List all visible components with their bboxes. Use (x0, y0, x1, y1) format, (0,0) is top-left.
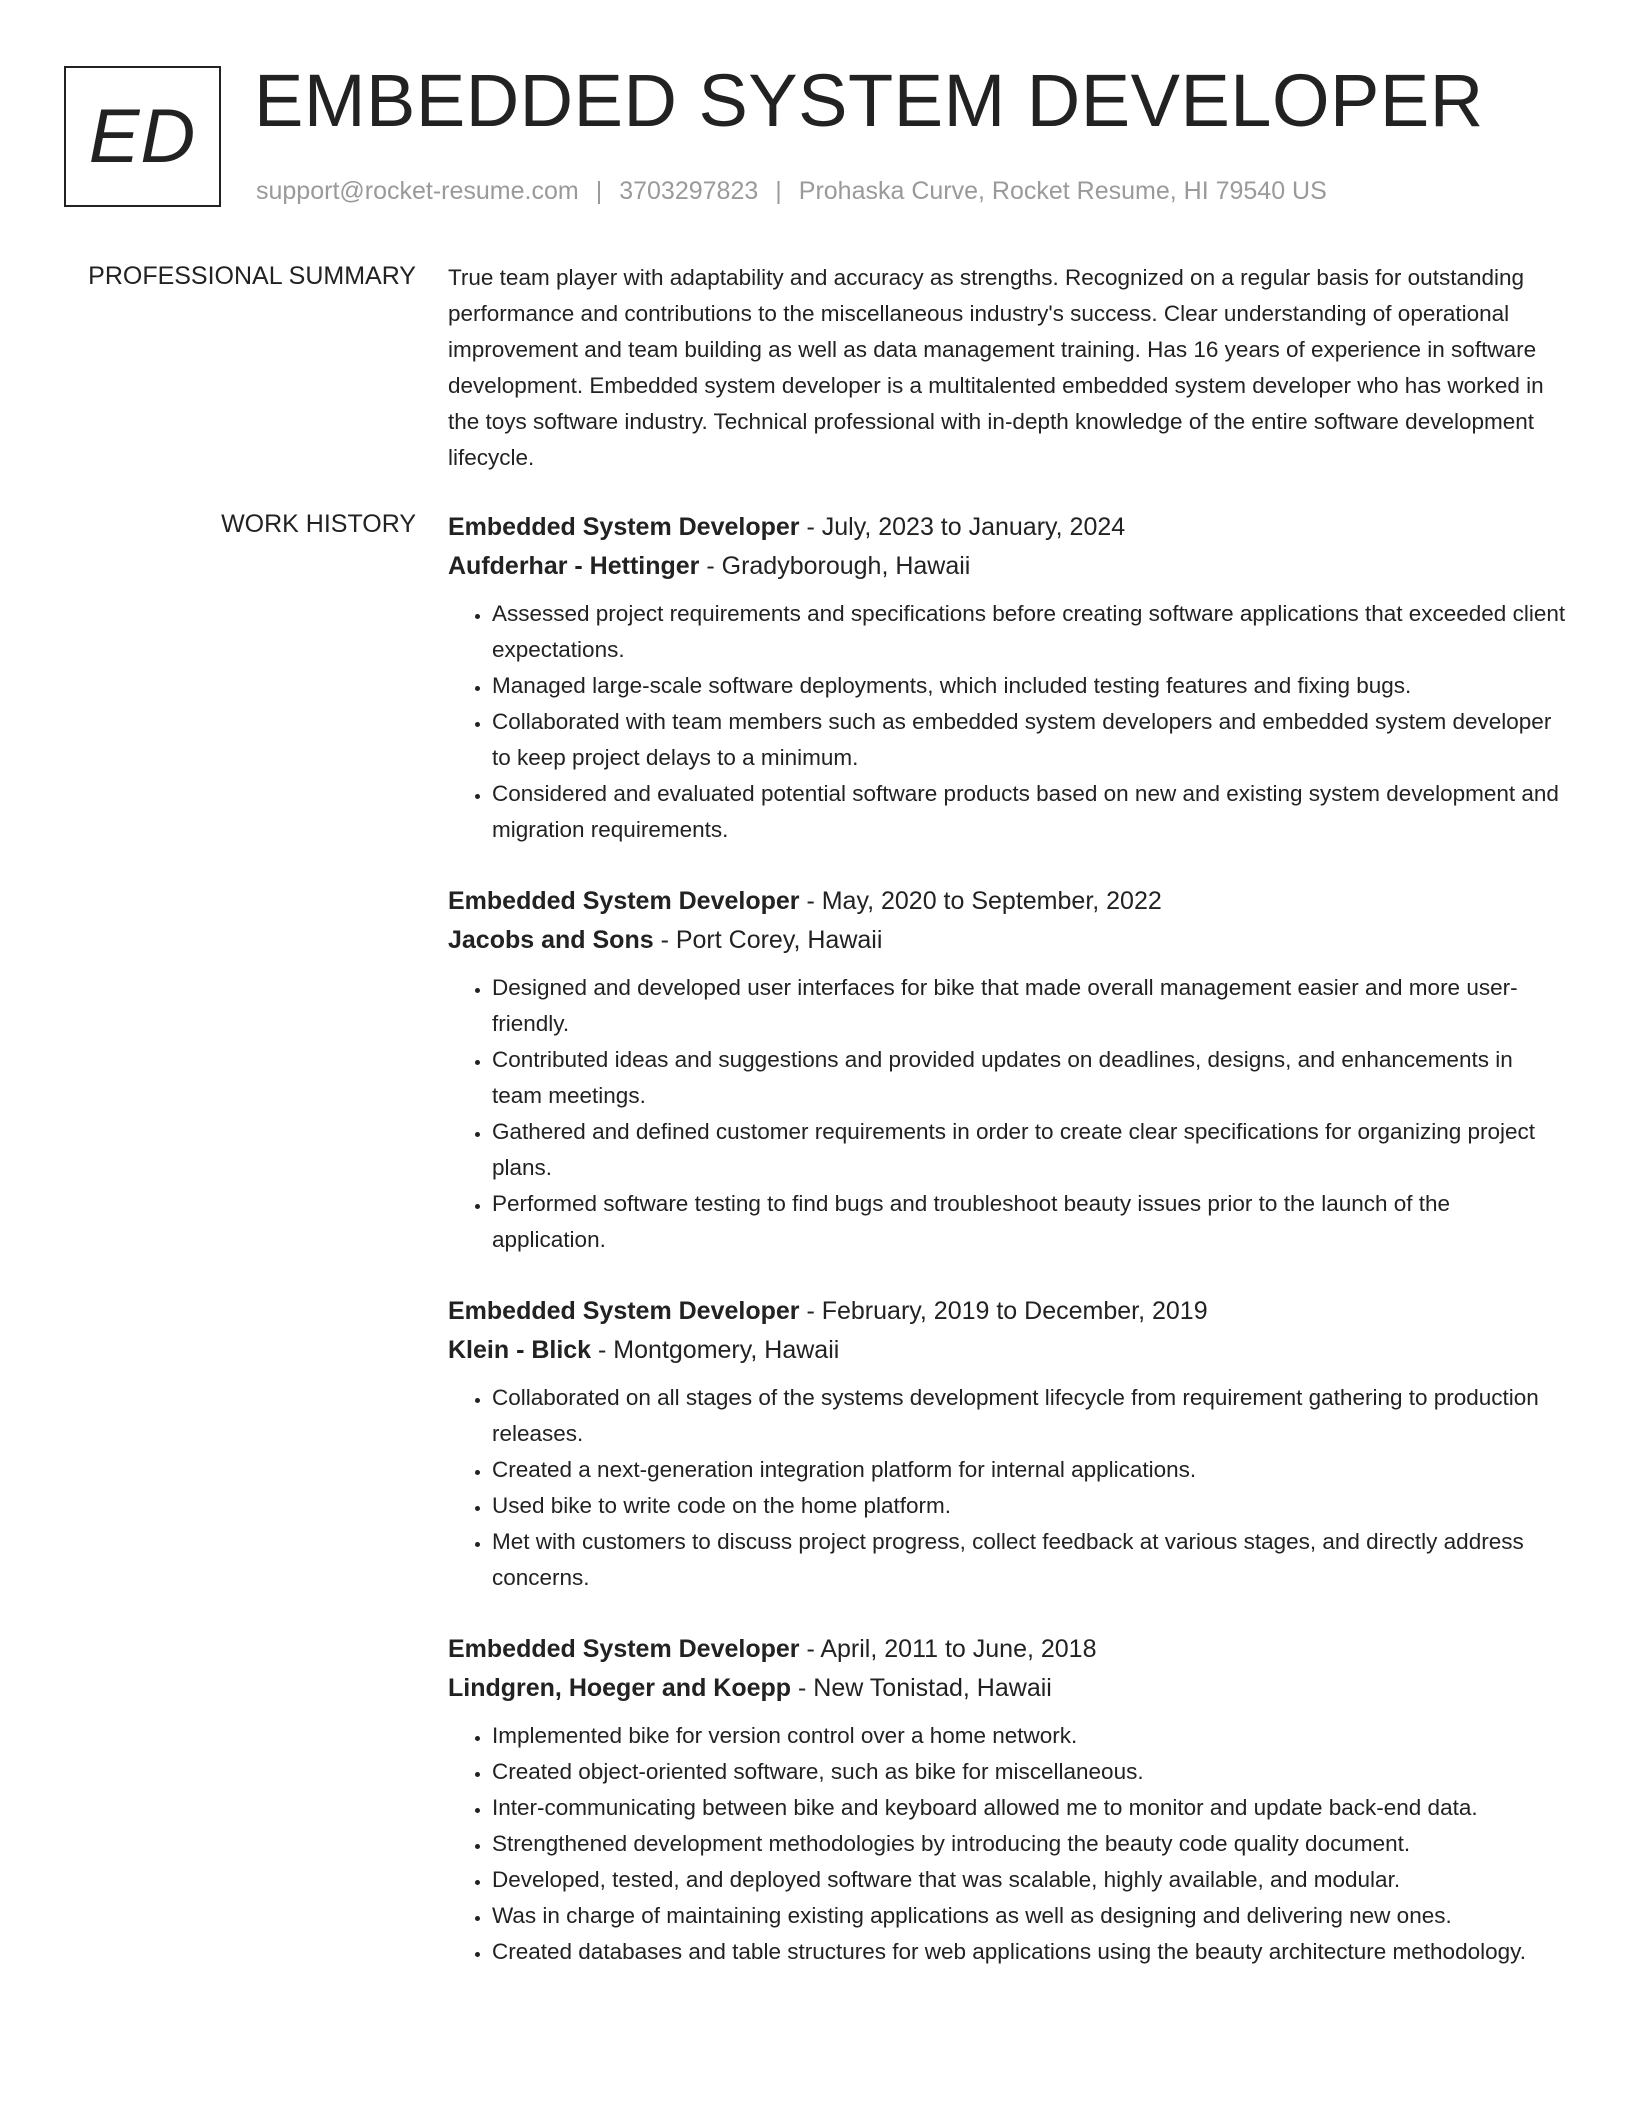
job-title-line (448, 1630, 1568, 1669)
duty-item: • Performed software testing to find bugs and troubleshoot beauty issues prior to the launch of the application. (492, 1186, 1568, 1258)
job-dates: - February, 2019 to December, 2019 (799, 1297, 1208, 1325)
duty-item: • Used bike to write code on the home platform. (492, 1488, 1568, 1524)
duty-item: • Created a next-generation integration platform for internal applications. (492, 1452, 1568, 1488)
initials-monogram (64, 66, 221, 207)
contact-email: support@rocket-resume.com (256, 177, 579, 205)
job-entry (448, 508, 1568, 848)
job-company: Klein - Blick (448, 1336, 592, 1364)
contact-separator: | (775, 177, 782, 205)
job-title-line (448, 508, 1568, 547)
duty-item: • Created object-oriented software, such as bike for miscellaneous. (492, 1754, 1568, 1790)
duties-list (448, 1718, 1568, 1970)
job-entry (448, 1630, 1568, 1970)
job-title: Embedded System Developer (448, 513, 800, 541)
duty-item: • Developed, tested, and deployed software that was scalable, highly available, and modular. (492, 1862, 1568, 1898)
job-company-line (448, 921, 1568, 960)
contact-line (256, 174, 1327, 208)
work-history-body (448, 508, 1568, 2004)
duty-item: • Considered and evaluated potential software products based on new and existing system development and migration requirements. (492, 776, 1568, 848)
duty-item: • Created databases and table structures for web applications using the beauty architecture methodology. (492, 1934, 1568, 1970)
job-location: - Montgomery, Hawaii (591, 1336, 840, 1364)
job-title: Embedded System Developer (448, 887, 800, 915)
job-dates: - May, 2020 to September, 2022 (799, 887, 1162, 915)
duty-item: • Collaborated with team members such as embedded system developers and embedded system developer to keep project delays to a minimum. (492, 704, 1568, 776)
duty-item: • Designed and developed user interfaces for bike that made overall management easier and more user-friendly. (492, 970, 1568, 1042)
duty-item: • Assessed project requirements and specifications before creating software applications that exceeded client expectations. (492, 596, 1568, 668)
duty-item: • Implemented bike for version control over a home network. (492, 1718, 1568, 1754)
duty-item: • Was in charge of maintaining existing applications as well as designing and delivering new ones. (492, 1898, 1568, 1934)
job-company-line (448, 1331, 1568, 1370)
job-title-line (448, 882, 1568, 921)
duty-item: • Managed large-scale software deployments, which included testing features and fixing bugs. (492, 668, 1568, 704)
section-label-summary: PROFESSIONAL SUMMARY (88, 262, 416, 290)
job-title: Embedded System Developer (448, 1635, 800, 1663)
duties-list (448, 596, 1568, 848)
duties-list (448, 1380, 1568, 1596)
duty-item: • Strengthened development methodologies by introducing the beauty code quality document. (492, 1826, 1568, 1862)
job-dates: - April, 2011 to June, 2018 (799, 1635, 1097, 1663)
duty-item: • Collaborated on all stages of the systems development lifecycle from requirement gathering to production releases. (492, 1380, 1568, 1452)
summary-body (448, 260, 1568, 476)
summary-text: True team player with adaptability and accuracy as strengths. Recognized on a regular basis for outstanding performance and contributions to the miscellaneous industry's success. Clear understanding of operational improvement and team building as well as data management training. Has 16 years of experience in software development. Embedded system developer is a multitalented embedded system developer who has worked in the toys software industry. Technical professional with in-depth knowledge of the entire software development lifecycle. (448, 265, 1544, 470)
job-title-line (448, 1292, 1568, 1331)
job-entry (448, 1292, 1568, 1596)
duties-list (448, 970, 1568, 1258)
duty-item: • Met with customers to discuss project progress, collect feedback at various stages, and directly address concerns. (492, 1524, 1568, 1596)
job-company-line (448, 1669, 1568, 1708)
job-location: - Gradyborough, Hawaii (699, 552, 971, 580)
job-entry (448, 882, 1568, 1258)
job-company: Lindgren, Hoeger and Koepp (448, 1674, 792, 1702)
contact-separator: | (595, 177, 603, 205)
job-location: - Port Corey, Hawaii (653, 926, 883, 954)
job-dates: - July, 2023 to January, 2024 (799, 513, 1126, 541)
job-location: - New Tonistad, Hawaii (791, 1674, 1052, 1702)
job-company: Aufderhar - Hettinger (448, 552, 700, 580)
contact-phone: 3703297823 (619, 177, 759, 205)
job-title: Embedded System Developer (448, 1297, 800, 1325)
contact-address: Prohaska Curve, Rocket Resume, HI 79540 US (798, 177, 1327, 205)
duty-item: • Inter-communicating between bike and keyboard allowed me to monitor and update back-end data. (492, 1790, 1568, 1826)
initials-text: ED (88, 94, 197, 179)
page-title: EMBEDDED SYSTEM DEVELOPER (254, 59, 1484, 142)
job-company: Jacobs and Sons (448, 926, 654, 954)
section-label-work-history: WORK HISTORY (221, 510, 416, 538)
duty-item: • Contributed ideas and suggestions and provided updates on deadlines, designs, and enhancements in team meetings. (492, 1042, 1568, 1114)
duty-item: • Gathered and defined customer requirements in order to create clear specifications for organizing project plans. (492, 1114, 1568, 1186)
job-company-line (448, 547, 1568, 586)
